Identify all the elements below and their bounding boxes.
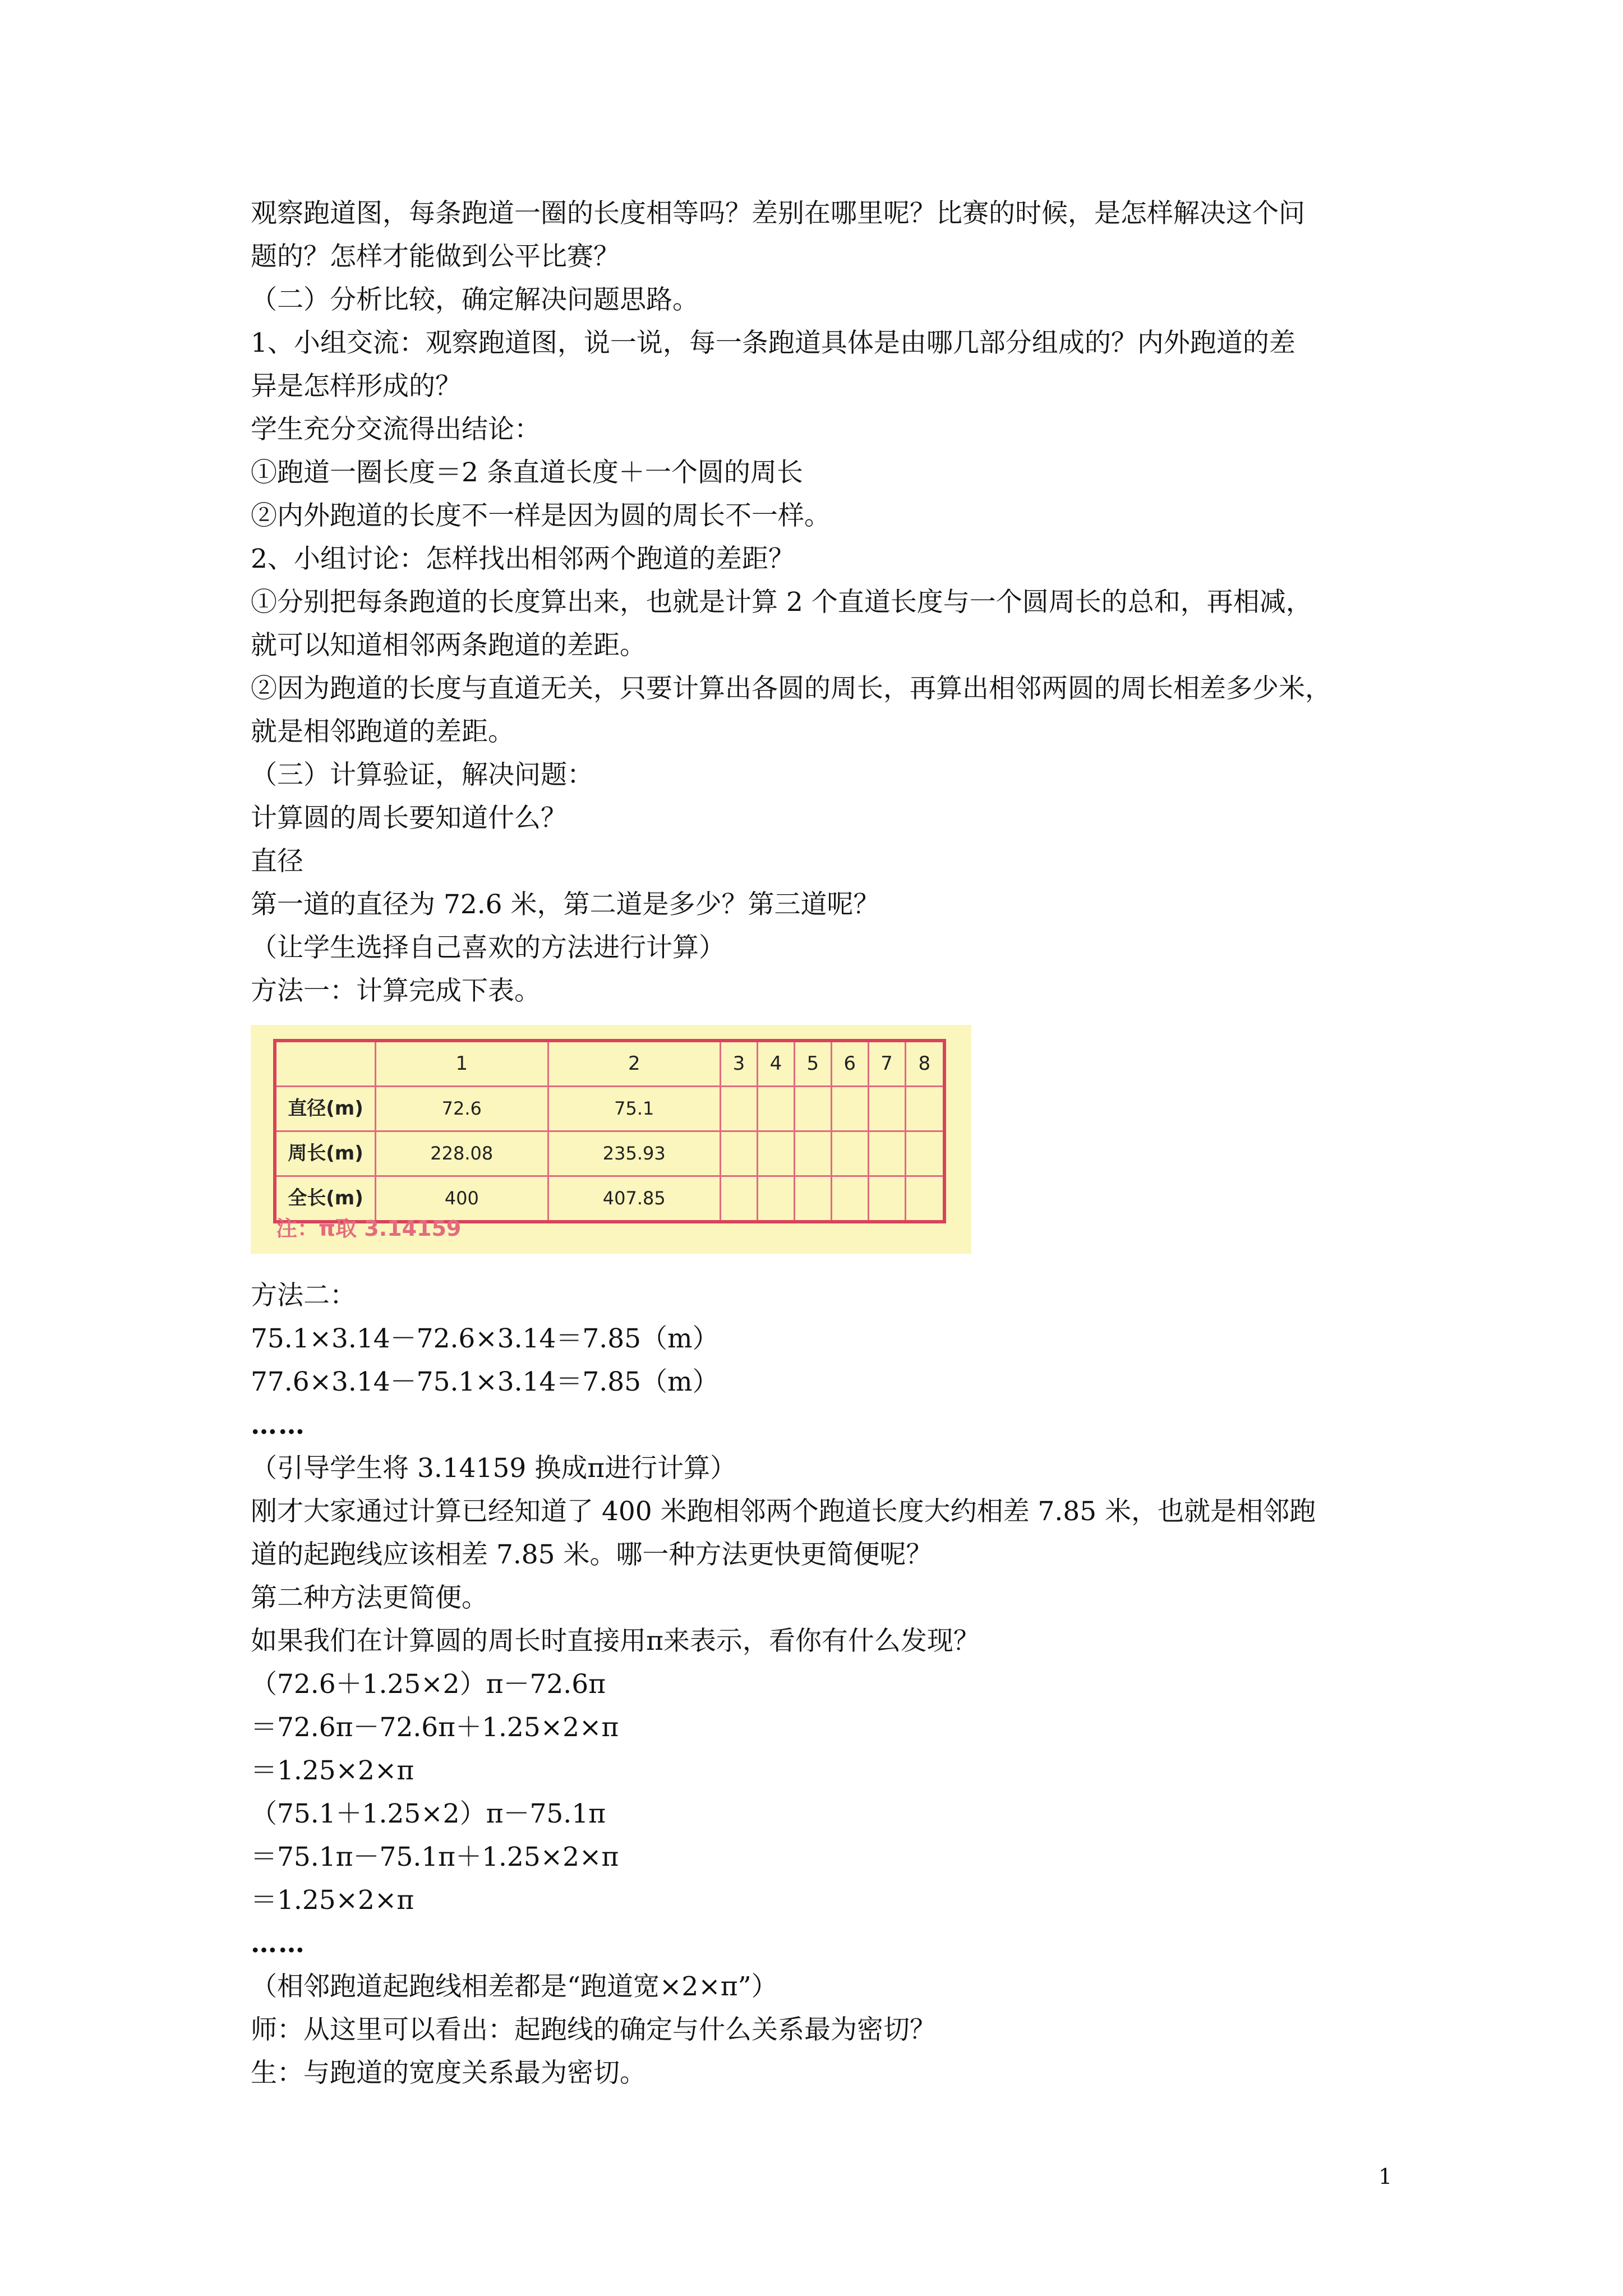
table-cell [757,1176,794,1222]
table-cell: 407.85 [548,1176,721,1222]
table-cell [868,1131,905,1176]
paragraph-line: 异是怎样形成的？ [251,371,462,402]
paragraph-line: 刚才大家通过计算已经知道了 400 米跑相邻两个跑道长度大约相差 7.85 米，也就是相邻跑 [251,1496,1316,1527]
paragraph-line: 计算圆的周长要知道什么？ [251,803,567,834]
document-body [251,192,1395,2095]
table-cell [831,1087,868,1131]
table-header-cell: 7 [868,1041,905,1087]
paragraph-line: 生：与跑道的宽度关系最为密切。 [251,2058,646,2088]
paragraph-line: ②内外跑道的长度不一样是因为圆的周长不一样。 [251,500,831,531]
bottom-text-block [251,1274,1395,2095]
table-note: 注：π取 3.14159 [276,1216,462,1241]
paragraph-line: 直径 [251,846,303,877]
paragraph-line: 第二种方法更简便。 [251,1582,488,1613]
page-number: 1 [1378,2164,1393,2189]
paragraph-line: 1、小组交流：观察跑道图，说一说，每一条跑道具体是由哪几部分组成的？内外跑道的差 [251,328,1295,358]
table-cell: 75.1 [548,1087,721,1131]
ellipsis: …… [251,1928,306,1959]
equation-line: （72.6＋1.25×2）π－72.6π [251,1669,606,1700]
table-header-cell: 8 [905,1041,944,1087]
table-cell [905,1087,944,1131]
equation-line: 77.6×3.14－75.1×3.14＝7.85（m） [251,1366,719,1397]
equation-line: ＝1.25×2×π [251,1755,414,1786]
paragraph-line: ①跑道一圈长度＝2 条直道长度＋一个圆的周长 [251,457,803,488]
table-cell [905,1131,944,1176]
table-row [275,1087,944,1131]
paragraph-line: 师：从这里可以看出：起跑线的确定与什么关系最为密切？ [251,2014,936,2045]
table-cell [794,1176,831,1222]
paragraph-line: （引导学生将 3.14159 换成π进行计算） [251,1453,737,1484]
paragraph-line: 就可以知道相邻两条跑道的差距。 [251,630,646,661]
equation-line: ＝75.1π－75.1π＋1.25×2×π [251,1842,619,1872]
table-cell: 72.6 [376,1087,548,1131]
paragraph-line: （相邻跑道起跑线相差都是“跑道宽×2×π”） [251,1971,778,2002]
section-heading: （三）计算验证，解决问题： [251,760,593,790]
equation-line: （75.1＋1.25×2）π－75.1π [251,1798,606,1829]
table-cell [831,1176,868,1222]
paragraph-line: 第一道的直径为 72.6 米，第二道是多少？第三道呢？ [251,889,880,920]
table-cell [721,1087,758,1131]
row-label-diameter: 直径(m) [275,1087,376,1131]
paragraph-line: 方法一：计算完成下表。 [251,976,541,1006]
table-header-cell [275,1041,376,1087]
table-cell: 228.08 [376,1131,548,1176]
equation-line: ＝72.6π－72.6π＋1.25×2×π [251,1712,619,1743]
table-row [275,1131,944,1176]
paragraph-line: 2、小组讨论：怎样找出相邻两个跑道的差距？ [251,544,795,574]
ellipsis: …… [251,1410,306,1441]
table-header-cell: 5 [794,1041,831,1087]
table-cell [721,1176,758,1222]
table-header-cell: 3 [721,1041,758,1087]
paragraph-line: 观察跑道图，每条跑道一圈的长度相等吗？差别在哪里呢？比赛的时候，是怎样解决这个问 [251,198,1305,229]
table-header-cell: 6 [831,1041,868,1087]
table-cell [794,1087,831,1131]
paragraph-line: 道的起跑线应该相差 7.85 米。哪一种方法更快更简便呢？ [251,1539,933,1570]
table-cell: 235.93 [548,1131,721,1176]
paragraph-line: 就是相邻跑道的差距。 [251,716,514,747]
paragraph-line: ①分别把每条跑道的长度算出来，也就是计算 2 个直道长度与一个圆周长的总和，再相减， [251,587,1312,618]
table-cell [868,1176,905,1222]
section-heading: （二）分析比较，确定解决问题思路。 [251,284,699,315]
track-table-image [251,1025,971,1254]
table-cell [831,1131,868,1176]
table-cell: 400 [376,1176,548,1222]
table-cell [794,1131,831,1176]
paragraph-line: ②因为跑道的长度与直道无关，只要计算出各圆的周长，再算出相邻两圆的周长相差多少米， [251,673,1331,704]
row-label-total-length: 全长(m) [275,1176,376,1222]
paragraph-line: 学生充分交流得出结论： [251,414,541,445]
table-cell [868,1087,905,1131]
table-cell [757,1087,794,1131]
paragraph-line: 题的？怎样才能做到公平比赛？ [251,241,620,272]
table-cell [721,1131,758,1176]
equation-line: 75.1×3.14－72.6×3.14＝7.85（m） [251,1323,719,1354]
paragraph-line: 方法二： [251,1280,356,1311]
table-header-row [275,1041,944,1087]
track-data-table [273,1039,946,1223]
equation-line: ＝1.25×2×π [251,1885,414,1916]
table-header-cell: 2 [548,1041,721,1087]
table-header-cell: 4 [757,1041,794,1087]
paragraph-line: （让学生选择自己喜欢的方法进行计算） [251,932,725,963]
table-header-cell: 1 [376,1041,548,1087]
top-text-block [251,192,1395,1013]
row-label-circumference: 周长(m) [275,1131,376,1176]
table-cell [905,1176,944,1222]
paragraph-line: 如果我们在计算圆的周长时直接用π来表示，看你有什么发现？ [251,1626,980,1657]
table-cell [757,1131,794,1176]
